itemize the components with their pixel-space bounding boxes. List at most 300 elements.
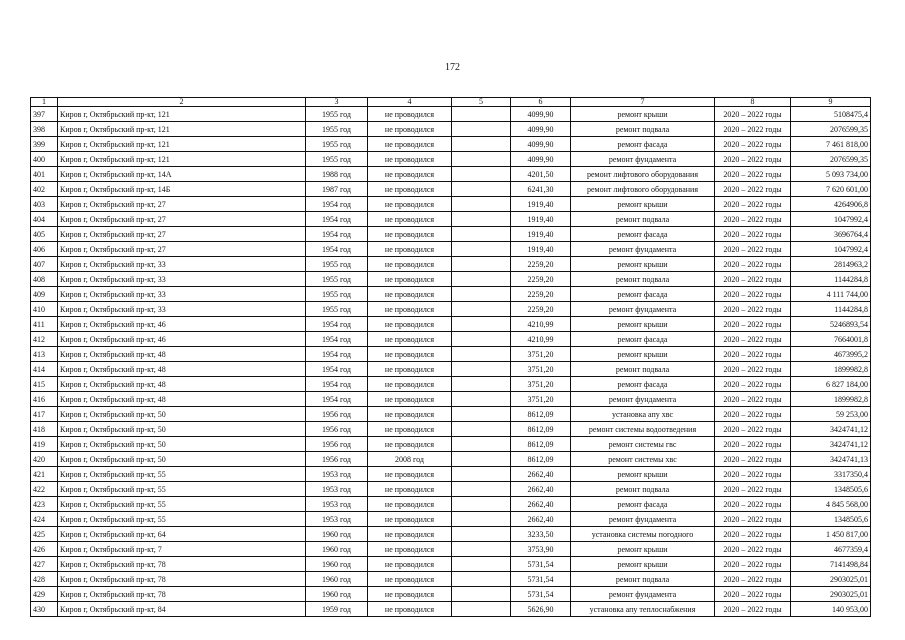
last-repair-year-cell: не проводился (368, 437, 452, 452)
address-cell: Киров г, Октябрьский пр-кт, 50 (58, 437, 306, 452)
row-number-cell: 412 (31, 332, 58, 347)
period-cell: 2020 – 2022 годы (715, 572, 791, 587)
address-cell: Киров г, Октябрьский пр-кт, 121 (58, 137, 306, 152)
work-type-cell: ремонт системы хвс (571, 452, 715, 467)
work-type-cell: ремонт подвала (571, 272, 715, 287)
build-year-cell: 1955 год (306, 287, 368, 302)
cost-cell: 1 450 817,00 (791, 527, 871, 542)
col5-cell (452, 587, 511, 602)
work-type-cell: ремонт подвала (571, 212, 715, 227)
work-type-cell: ремонт крыши (571, 257, 715, 272)
table-row (31, 317, 871, 332)
col5-cell (452, 212, 511, 227)
build-year-cell: 1954 год (306, 362, 368, 377)
table-row (31, 527, 871, 542)
last-repair-year-cell: не проводился (368, 107, 452, 122)
address-cell: Киров г, Октябрьский пр-кт, 33 (58, 302, 306, 317)
work-type-cell: ремонт фундамента (571, 512, 715, 527)
table-row (31, 467, 871, 482)
table-row (31, 152, 871, 167)
work-type-cell: ремонт подвала (571, 122, 715, 137)
period-cell: 2020 – 2022 годы (715, 407, 791, 422)
col5-cell (452, 107, 511, 122)
col5-cell (452, 182, 511, 197)
address-cell: Киров г, Октябрьский пр-кт, 33 (58, 287, 306, 302)
work-type-cell: установка системы погодного (571, 527, 715, 542)
work-type-cell: ремонт фасада (571, 377, 715, 392)
period-cell: 2020 – 2022 годы (715, 557, 791, 572)
last-repair-year-cell: не проводился (368, 482, 452, 497)
col5-cell (452, 512, 511, 527)
period-cell: 2020 – 2022 годы (715, 362, 791, 377)
area-cell: 1919,40 (511, 242, 571, 257)
row-number-cell: 421 (31, 467, 58, 482)
address-cell: Киров г, Октябрьский пр-кт, 7 (58, 542, 306, 557)
last-repair-year-cell: не проводился (368, 542, 452, 557)
area-cell: 5731,54 (511, 557, 571, 572)
period-cell: 2020 – 2022 годы (715, 137, 791, 152)
build-year-cell: 1960 год (306, 527, 368, 542)
work-type-cell: ремонт лифтового оборудования (571, 167, 715, 182)
header-cell-4: 4 (368, 98, 452, 107)
row-number-cell: 420 (31, 452, 58, 467)
build-year-cell: 1954 год (306, 347, 368, 362)
period-cell: 2020 – 2022 годы (715, 467, 791, 482)
table-row (31, 257, 871, 272)
period-cell: 2020 – 2022 годы (715, 167, 791, 182)
build-year-cell: 1955 год (306, 257, 368, 272)
address-cell: Киров г, Октябрьский пр-кт, 121 (58, 107, 306, 122)
period-cell: 2020 – 2022 годы (715, 227, 791, 242)
row-number-cell: 398 (31, 122, 58, 137)
period-cell: 2020 – 2022 годы (715, 332, 791, 347)
area-cell: 2259,20 (511, 257, 571, 272)
table-row (31, 422, 871, 437)
table-row (31, 602, 871, 617)
header-cell-6: 6 (511, 98, 571, 107)
table-row (31, 347, 871, 362)
period-cell: 2020 – 2022 годы (715, 437, 791, 452)
period-cell: 2020 – 2022 годы (715, 212, 791, 227)
area-cell: 8612,09 (511, 437, 571, 452)
header-cell-2: 2 (58, 98, 306, 107)
col5-cell (452, 482, 511, 497)
area-cell: 5731,54 (511, 587, 571, 602)
address-cell: Киров г, Октябрьский пр-кт, 84 (58, 602, 306, 617)
build-year-cell: 1955 год (306, 107, 368, 122)
period-cell: 2020 – 2022 годы (715, 317, 791, 332)
cost-cell: 5108475,4 (791, 107, 871, 122)
address-cell: Киров г, Октябрьский пр-кт, 50 (58, 422, 306, 437)
last-repair-year-cell: не проводился (368, 197, 452, 212)
address-cell: Киров г, Октябрьский пр-кт, 48 (58, 362, 306, 377)
cost-cell: 3424741,12 (791, 422, 871, 437)
row-number-cell: 425 (31, 527, 58, 542)
work-type-cell: ремонт фундамента (571, 392, 715, 407)
address-cell: Киров г, Октябрьский пр-кт, 78 (58, 557, 306, 572)
col5-cell (452, 167, 511, 182)
cost-cell: 6 827 184,00 (791, 377, 871, 392)
area-cell: 1919,40 (511, 212, 571, 227)
build-year-cell: 1954 год (306, 377, 368, 392)
cost-cell: 4673995,2 (791, 347, 871, 362)
cost-cell: 4 111 744,00 (791, 287, 871, 302)
table-row (31, 182, 871, 197)
col5-cell (452, 347, 511, 362)
last-repair-year-cell: не проводился (368, 137, 452, 152)
period-cell: 2020 – 2022 годы (715, 602, 791, 617)
period-cell: 2020 – 2022 годы (715, 542, 791, 557)
last-repair-year-cell: не проводился (368, 512, 452, 527)
cost-cell: 59 253,00 (791, 407, 871, 422)
table-row (31, 482, 871, 497)
last-repair-year-cell: не проводился (368, 602, 452, 617)
header-cell-3: 3 (306, 98, 368, 107)
build-year-cell: 1954 год (306, 332, 368, 347)
cost-cell: 1144284,8 (791, 272, 871, 287)
work-type-cell: ремонт системы водоотведения (571, 422, 715, 437)
cost-cell: 3424741,12 (791, 437, 871, 452)
last-repair-year-cell: не проводился (368, 347, 452, 362)
last-repair-year-cell: не проводился (368, 302, 452, 317)
col5-cell (452, 137, 511, 152)
area-cell: 3753,90 (511, 542, 571, 557)
col5-cell (452, 467, 511, 482)
build-year-cell: 1955 год (306, 272, 368, 287)
build-year-cell: 1987 год (306, 182, 368, 197)
col5-cell (452, 317, 511, 332)
col5-cell (452, 542, 511, 557)
col5-cell (452, 287, 511, 302)
work-type-cell: ремонт фасада (571, 332, 715, 347)
col5-cell (452, 437, 511, 452)
cost-cell: 3696764,4 (791, 227, 871, 242)
cost-cell: 2814963,2 (791, 257, 871, 272)
last-repair-year-cell: не проводился (368, 257, 452, 272)
last-repair-year-cell: не проводился (368, 272, 452, 287)
address-cell: Киров г, Октябрьский пр-кт, 55 (58, 512, 306, 527)
work-type-cell: ремонт подвала (571, 482, 715, 497)
col5-cell (452, 527, 511, 542)
table-row (31, 392, 871, 407)
row-number-cell: 409 (31, 287, 58, 302)
build-year-cell: 1954 год (306, 197, 368, 212)
address-cell: Киров г, Октябрьский пр-кт, 27 (58, 197, 306, 212)
period-cell: 2020 – 2022 годы (715, 497, 791, 512)
area-cell: 4099,90 (511, 137, 571, 152)
row-number-cell: 397 (31, 107, 58, 122)
cost-cell: 2903025,01 (791, 587, 871, 602)
row-number-cell: 407 (31, 257, 58, 272)
work-type-cell: ремонт подвала (571, 362, 715, 377)
last-repair-year-cell: не проводился (368, 527, 452, 542)
row-number-cell: 414 (31, 362, 58, 377)
cost-cell: 1348505,6 (791, 482, 871, 497)
col5-cell (452, 257, 511, 272)
work-type-cell: ремонт фасада (571, 227, 715, 242)
table-row (31, 557, 871, 572)
area-cell: 6241,30 (511, 182, 571, 197)
build-year-cell: 1954 год (306, 392, 368, 407)
build-year-cell: 1960 год (306, 542, 368, 557)
area-cell: 8612,09 (511, 422, 571, 437)
table-row (31, 167, 871, 182)
last-repair-year-cell: не проводился (368, 122, 452, 137)
area-cell: 4099,90 (511, 122, 571, 137)
row-number-cell: 413 (31, 347, 58, 362)
cost-cell: 7 620 601,00 (791, 182, 871, 197)
period-cell: 2020 – 2022 годы (715, 257, 791, 272)
cost-cell: 2076599,35 (791, 122, 871, 137)
period-cell: 2020 – 2022 годы (715, 122, 791, 137)
last-repair-year-cell: не проводился (368, 572, 452, 587)
cost-cell: 1348505,6 (791, 512, 871, 527)
address-cell: Киров г, Октябрьский пр-кт, 14Б (58, 182, 306, 197)
col5-cell (452, 557, 511, 572)
build-year-cell: 1953 год (306, 512, 368, 527)
area-cell: 2662,40 (511, 467, 571, 482)
cost-cell: 7664001,8 (791, 332, 871, 347)
table-row (31, 497, 871, 512)
period-cell: 2020 – 2022 годы (715, 422, 791, 437)
build-year-cell: 1960 год (306, 557, 368, 572)
table-row (31, 302, 871, 317)
area-cell: 4210,99 (511, 317, 571, 332)
period-cell: 2020 – 2022 годы (715, 152, 791, 167)
period-cell: 2020 – 2022 годы (715, 452, 791, 467)
last-repair-year-cell: не проводился (368, 407, 452, 422)
col5-cell (452, 122, 511, 137)
col5-cell (452, 602, 511, 617)
area-cell: 3751,20 (511, 392, 571, 407)
build-year-cell: 1953 год (306, 497, 368, 512)
cost-cell: 2903025,01 (791, 572, 871, 587)
table-row (31, 107, 871, 122)
period-cell: 2020 – 2022 годы (715, 242, 791, 257)
page-number: 172 (445, 62, 460, 73)
row-number-cell: 401 (31, 167, 58, 182)
work-type-cell: ремонт крыши (571, 557, 715, 572)
period-cell: 2020 – 2022 годы (715, 272, 791, 287)
last-repair-year-cell: не проводился (368, 362, 452, 377)
row-number-cell: 406 (31, 242, 58, 257)
cost-cell: 4677359,4 (791, 542, 871, 557)
area-cell: 8612,09 (511, 407, 571, 422)
last-repair-year-cell: не проводился (368, 467, 452, 482)
work-type-cell: ремонт подвала (571, 572, 715, 587)
cost-cell: 7141498,84 (791, 557, 871, 572)
table-row (31, 272, 871, 287)
col5-cell (452, 197, 511, 212)
row-number-cell: 404 (31, 212, 58, 227)
area-cell: 1919,40 (511, 227, 571, 242)
address-cell: Киров г, Октябрьский пр-кт, 55 (58, 497, 306, 512)
last-repair-year-cell: не проводился (368, 212, 452, 227)
build-year-cell: 1960 год (306, 587, 368, 602)
build-year-cell: 1960 год (306, 572, 368, 587)
table-row (31, 407, 871, 422)
row-number-cell: 418 (31, 422, 58, 437)
address-cell: Киров г, Октябрьский пр-кт, 46 (58, 332, 306, 347)
area-cell: 4099,90 (511, 152, 571, 167)
period-cell: 2020 – 2022 годы (715, 587, 791, 602)
work-type-cell: ремонт лифтового оборудования (571, 182, 715, 197)
build-year-cell: 1954 год (306, 212, 368, 227)
period-cell: 2020 – 2022 годы (715, 527, 791, 542)
last-repair-year-cell: не проводился (368, 392, 452, 407)
last-repair-year-cell: не проводился (368, 377, 452, 392)
row-number-cell: 411 (31, 317, 58, 332)
cost-cell: 4 845 568,00 (791, 497, 871, 512)
cost-cell: 7 461 818,00 (791, 137, 871, 152)
table-row (31, 122, 871, 137)
last-repair-year-cell: не проводился (368, 167, 452, 182)
table-row (31, 362, 871, 377)
address-cell: Киров г, Октябрьский пр-кт, 78 (58, 587, 306, 602)
row-number-cell: 415 (31, 377, 58, 392)
build-year-cell: 1953 год (306, 482, 368, 497)
area-cell: 2662,40 (511, 482, 571, 497)
area-cell: 4201,50 (511, 167, 571, 182)
row-number-cell: 422 (31, 482, 58, 497)
area-cell: 3751,20 (511, 362, 571, 377)
last-repair-year-cell: не проводился (368, 497, 452, 512)
table-row (31, 587, 871, 602)
col5-cell (452, 332, 511, 347)
work-type-cell: ремонт фундамента (571, 242, 715, 257)
last-repair-year-cell: не проводился (368, 227, 452, 242)
work-type-cell: ремонт крыши (571, 467, 715, 482)
last-repair-year-cell: не проводился (368, 587, 452, 602)
col5-cell (452, 242, 511, 257)
row-number-cell: 419 (31, 437, 58, 452)
work-type-cell: установка апу теплоснабжения (571, 602, 715, 617)
cost-cell: 4264906,8 (791, 197, 871, 212)
period-cell: 2020 – 2022 годы (715, 107, 791, 122)
work-type-cell: ремонт фундамента (571, 302, 715, 317)
col5-cell (452, 272, 511, 287)
table-row (31, 137, 871, 152)
period-cell: 2020 – 2022 годы (715, 182, 791, 197)
cost-cell: 1047992,4 (791, 212, 871, 227)
row-number-cell: 430 (31, 602, 58, 617)
area-cell: 3751,20 (511, 377, 571, 392)
col5-cell (452, 572, 511, 587)
table-row (31, 452, 871, 467)
period-cell: 2020 – 2022 годы (715, 512, 791, 527)
address-cell: Киров г, Октябрьский пр-кт, 48 (58, 392, 306, 407)
cost-cell: 5246893,54 (791, 317, 871, 332)
register-table (30, 97, 871, 617)
build-year-cell: 1955 год (306, 302, 368, 317)
address-cell: Киров г, Октябрьский пр-кт, 33 (58, 272, 306, 287)
address-cell: Киров г, Октябрьский пр-кт, 55 (58, 467, 306, 482)
address-cell: Киров г, Октябрьский пр-кт, 50 (58, 452, 306, 467)
row-number-cell: 423 (31, 497, 58, 512)
cost-cell: 1899982,8 (791, 362, 871, 377)
area-cell: 8612,09 (511, 452, 571, 467)
period-cell: 2020 – 2022 годы (715, 302, 791, 317)
address-cell: Киров г, Октябрьский пр-кт, 27 (58, 242, 306, 257)
last-repair-year-cell: 2008 год (368, 452, 452, 467)
row-number-cell: 410 (31, 302, 58, 317)
cost-cell: 3317350,4 (791, 467, 871, 482)
address-cell: Киров г, Октябрьский пр-кт, 46 (58, 317, 306, 332)
last-repair-year-cell: не проводился (368, 317, 452, 332)
area-cell: 4210,99 (511, 332, 571, 347)
work-type-cell: ремонт фундамента (571, 587, 715, 602)
area-cell: 4099,90 (511, 107, 571, 122)
row-number-cell: 424 (31, 512, 58, 527)
area-cell: 2259,20 (511, 302, 571, 317)
table-header-row (31, 98, 871, 107)
period-cell: 2020 – 2022 годы (715, 392, 791, 407)
address-cell: Киров г, Октябрьский пр-кт, 64 (58, 527, 306, 542)
address-cell: Киров г, Октябрьский пр-кт, 78 (58, 572, 306, 587)
last-repair-year-cell: не проводился (368, 287, 452, 302)
work-type-cell: ремонт системы гвс (571, 437, 715, 452)
build-year-cell: 1956 год (306, 422, 368, 437)
build-year-cell: 1953 год (306, 467, 368, 482)
header-cell-5: 5 (452, 98, 511, 107)
period-cell: 2020 – 2022 годы (715, 377, 791, 392)
area-cell: 2662,40 (511, 497, 571, 512)
area-cell: 2662,40 (511, 512, 571, 527)
last-repair-year-cell: не проводился (368, 557, 452, 572)
col5-cell (452, 452, 511, 467)
work-type-cell: ремонт крыши (571, 197, 715, 212)
build-year-cell: 1954 год (306, 242, 368, 257)
table-row (31, 512, 871, 527)
work-type-cell: ремонт фасада (571, 287, 715, 302)
last-repair-year-cell: не проводился (368, 182, 452, 197)
area-cell: 1919,40 (511, 197, 571, 212)
cost-cell: 2076599,35 (791, 152, 871, 167)
address-cell: Киров г, Октябрьский пр-кт, 14А (58, 167, 306, 182)
period-cell: 2020 – 2022 годы (715, 347, 791, 362)
header-cell-9: 9 (791, 98, 871, 107)
row-number-cell: 429 (31, 587, 58, 602)
build-year-cell: 1955 год (306, 152, 368, 167)
cost-cell: 1144284,8 (791, 302, 871, 317)
period-cell: 2020 – 2022 годы (715, 287, 791, 302)
col5-cell (452, 407, 511, 422)
work-type-cell: ремонт фундамента (571, 152, 715, 167)
build-year-cell: 1956 год (306, 452, 368, 467)
work-type-cell: ремонт крыши (571, 317, 715, 332)
address-cell: Киров г, Октябрьский пр-кт, 121 (58, 152, 306, 167)
header-cell-7: 7 (571, 98, 715, 107)
address-cell: Киров г, Октябрьский пр-кт, 121 (58, 122, 306, 137)
cost-cell: 1899982,8 (791, 392, 871, 407)
work-type-cell: ремонт крыши (571, 542, 715, 557)
period-cell: 2020 – 2022 годы (715, 197, 791, 212)
area-cell: 5626,90 (511, 602, 571, 617)
build-year-cell: 1956 год (306, 407, 368, 422)
col5-cell (452, 377, 511, 392)
table-row (31, 197, 871, 212)
last-repair-year-cell: не проводился (368, 152, 452, 167)
row-number-cell: 405 (31, 227, 58, 242)
col5-cell (452, 302, 511, 317)
address-cell: Киров г, Октябрьский пр-кт, 50 (58, 407, 306, 422)
table-row (31, 437, 871, 452)
area-cell: 5731,54 (511, 572, 571, 587)
address-cell: Киров г, Октябрьский пр-кт, 48 (58, 347, 306, 362)
last-repair-year-cell: не проводился (368, 332, 452, 347)
address-cell: Киров г, Октябрьский пр-кт, 27 (58, 227, 306, 242)
work-type-cell: установка апу хвс (571, 407, 715, 422)
